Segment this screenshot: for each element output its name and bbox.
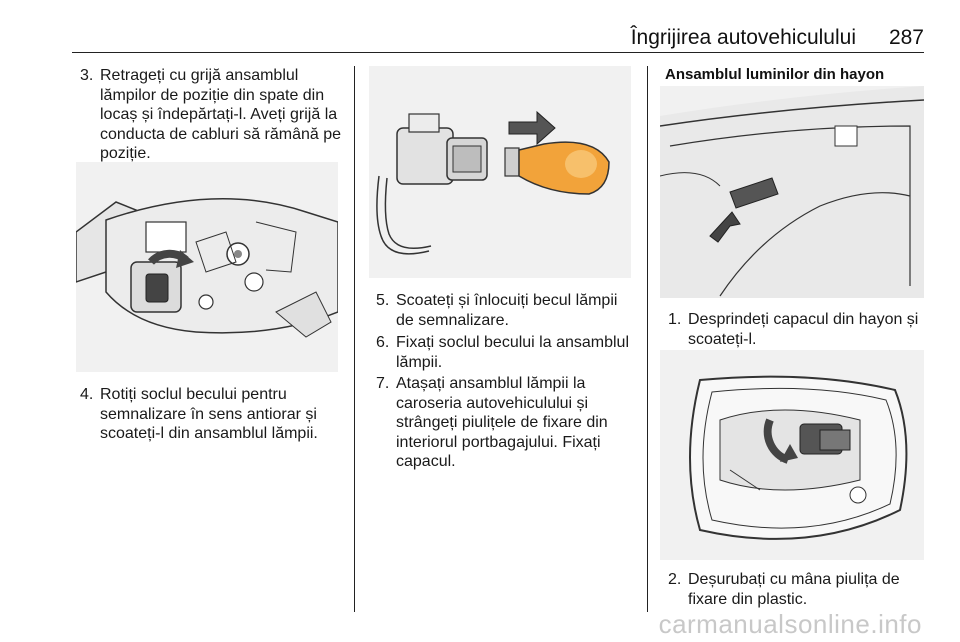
step-1 bbox=[668, 310, 926, 349]
step-3 bbox=[80, 66, 346, 164]
step-5 bbox=[376, 291, 638, 330]
step-number: 3. bbox=[80, 67, 94, 84]
rear-lamp-assembly-illustration bbox=[76, 162, 338, 372]
step-text: Atașați ansamblul lămpii la caroseria autovehiculului și strângeți piulițele de fixare din interiorul portbagajului. Fixați capacul. bbox=[396, 375, 608, 470]
step-text: Retrageți cu grijă ansamblul lămpilor de poziție din spate din locaș și îndepărtați-l. Aveți grijă la conducta de cabluri să rămână pe poziție. bbox=[100, 67, 342, 162]
step-number: 7. bbox=[376, 375, 390, 392]
step-number: 6. bbox=[376, 334, 390, 351]
step-7 bbox=[376, 374, 638, 472]
step-2 bbox=[668, 570, 926, 609]
step-4 bbox=[80, 385, 346, 444]
column-divider-right bbox=[647, 66, 648, 612]
step-text: Deșurubați cu mâna piulița de fixare din plastic. bbox=[688, 571, 900, 608]
step-text: Fixați soclul becului la ansamblul lămpii. bbox=[396, 334, 629, 371]
header-rule bbox=[72, 52, 924, 53]
watermark: carmanualsonline.info bbox=[658, 609, 922, 639]
step-text: Rotiți soclul becului pentru semnalizare în sens antiorar și scoateți-l din ansamblul lămpii. bbox=[100, 386, 318, 442]
page-number: 287 bbox=[888, 26, 924, 49]
header-title: Îngrijirea autovehiculului bbox=[630, 26, 856, 49]
step-text: Scoateți și înlocuiți becul lămpii de semnalizare. bbox=[396, 292, 618, 329]
step-number: 2. bbox=[668, 571, 682, 588]
step-number: 4. bbox=[80, 386, 94, 403]
step-6 bbox=[376, 333, 638, 372]
tailgate-cover-illustration bbox=[660, 86, 924, 298]
plastic-nut-illustration bbox=[660, 350, 924, 560]
section-title: Ansamblul luminilor din hayon bbox=[665, 66, 885, 83]
column-divider-left bbox=[354, 66, 355, 612]
bulb-replacement-illustration bbox=[369, 66, 631, 278]
step-number: 1. bbox=[668, 311, 682, 328]
step-number: 5. bbox=[376, 292, 390, 309]
step-text: Desprindeți capacul din hayon și scoateți-l. bbox=[688, 311, 919, 348]
